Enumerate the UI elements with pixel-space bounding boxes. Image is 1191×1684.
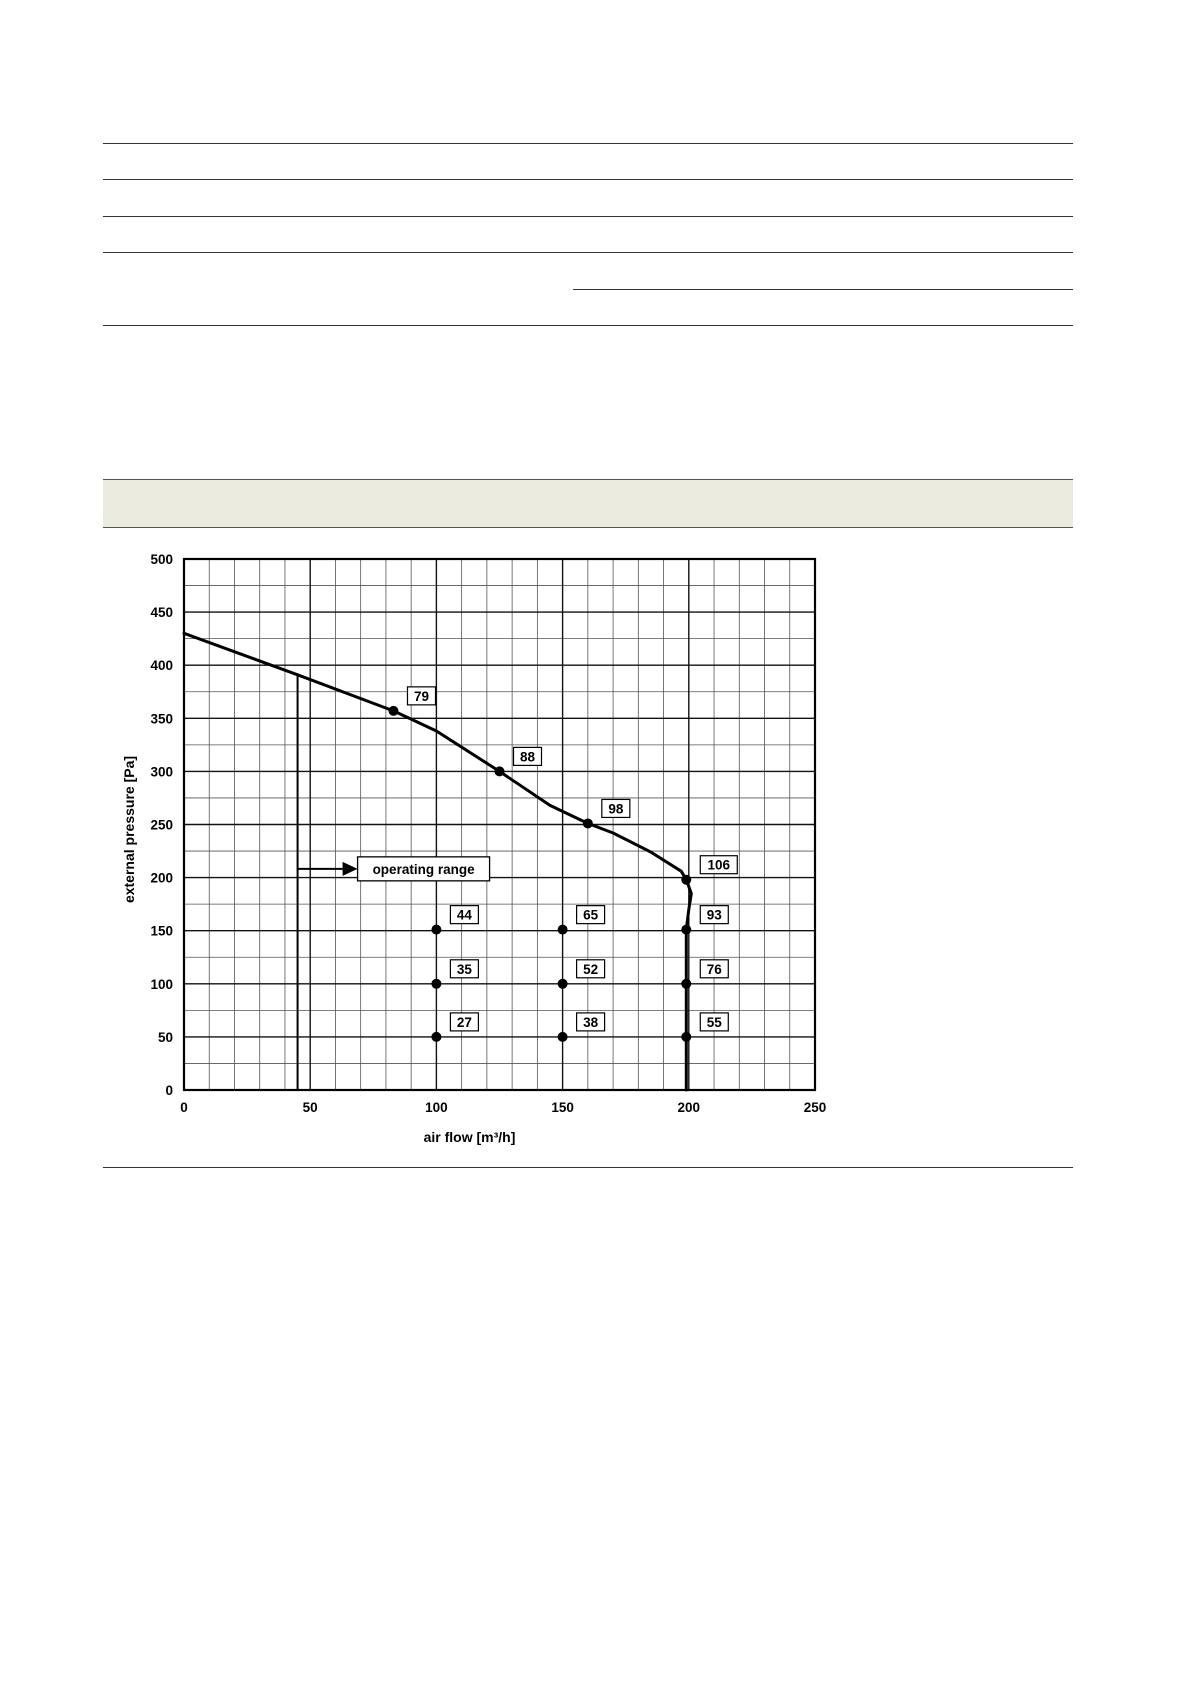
point-label: 35 (456, 961, 472, 977)
point-label: 27 (456, 1014, 472, 1030)
point-label: 55 (706, 1014, 722, 1030)
data-point (558, 925, 568, 935)
x-tick-label: 0 (180, 1100, 188, 1115)
point-label: 52 (583, 961, 599, 977)
x-tick-label: 50 (302, 1100, 318, 1115)
data-point (388, 706, 398, 716)
operating-range-label: operating range (372, 861, 475, 877)
x-tick-label: 200 (677, 1100, 701, 1115)
data-point (681, 875, 691, 885)
point-label: 98 (608, 801, 624, 817)
x-tick-label: 100 (425, 1100, 448, 1115)
data-point (681, 1032, 691, 1042)
y-axis-label: external pressure [Pa] (121, 755, 137, 904)
data-point (681, 979, 691, 989)
data-point (583, 818, 593, 828)
data-point (431, 925, 441, 935)
point-label: 106 (707, 857, 731, 873)
y-tick-label: 450 (150, 605, 173, 621)
x-tick-label: 250 (803, 1100, 827, 1115)
footer-rule (103, 1167, 1073, 1168)
y-tick-label: 100 (150, 976, 173, 992)
y-tick-label: 50 (157, 1029, 173, 1045)
point-label: 76 (706, 961, 722, 977)
y-tick-label: 150 (150, 923, 173, 939)
y-tick-label: 300 (150, 764, 173, 780)
data-point (431, 1032, 441, 1042)
y-tick-label: 400 (150, 658, 173, 674)
point-label: 88 (519, 749, 536, 765)
point-label: 93 (706, 907, 722, 923)
data-point (495, 766, 505, 776)
point-label: 44 (456, 907, 472, 923)
point-label: 65 (583, 907, 599, 923)
data-point (681, 925, 691, 935)
x-axis-label: air flow [m³/h] (423, 1129, 516, 1145)
arrow-head (343, 862, 358, 876)
point-label: 79 (413, 688, 430, 704)
data-point (431, 979, 441, 989)
y-tick-label: 0 (165, 1083, 173, 1098)
x-tick-label: 150 (551, 1100, 574, 1115)
data-point (558, 979, 568, 989)
y-tick-label: 350 (150, 711, 173, 727)
point-label: 38 (583, 1014, 599, 1030)
y-tick-label: 250 (150, 817, 173, 833)
data-point (558, 1032, 568, 1042)
y-tick-label: 500 (150, 552, 173, 567)
y-tick-label: 200 (150, 870, 173, 886)
